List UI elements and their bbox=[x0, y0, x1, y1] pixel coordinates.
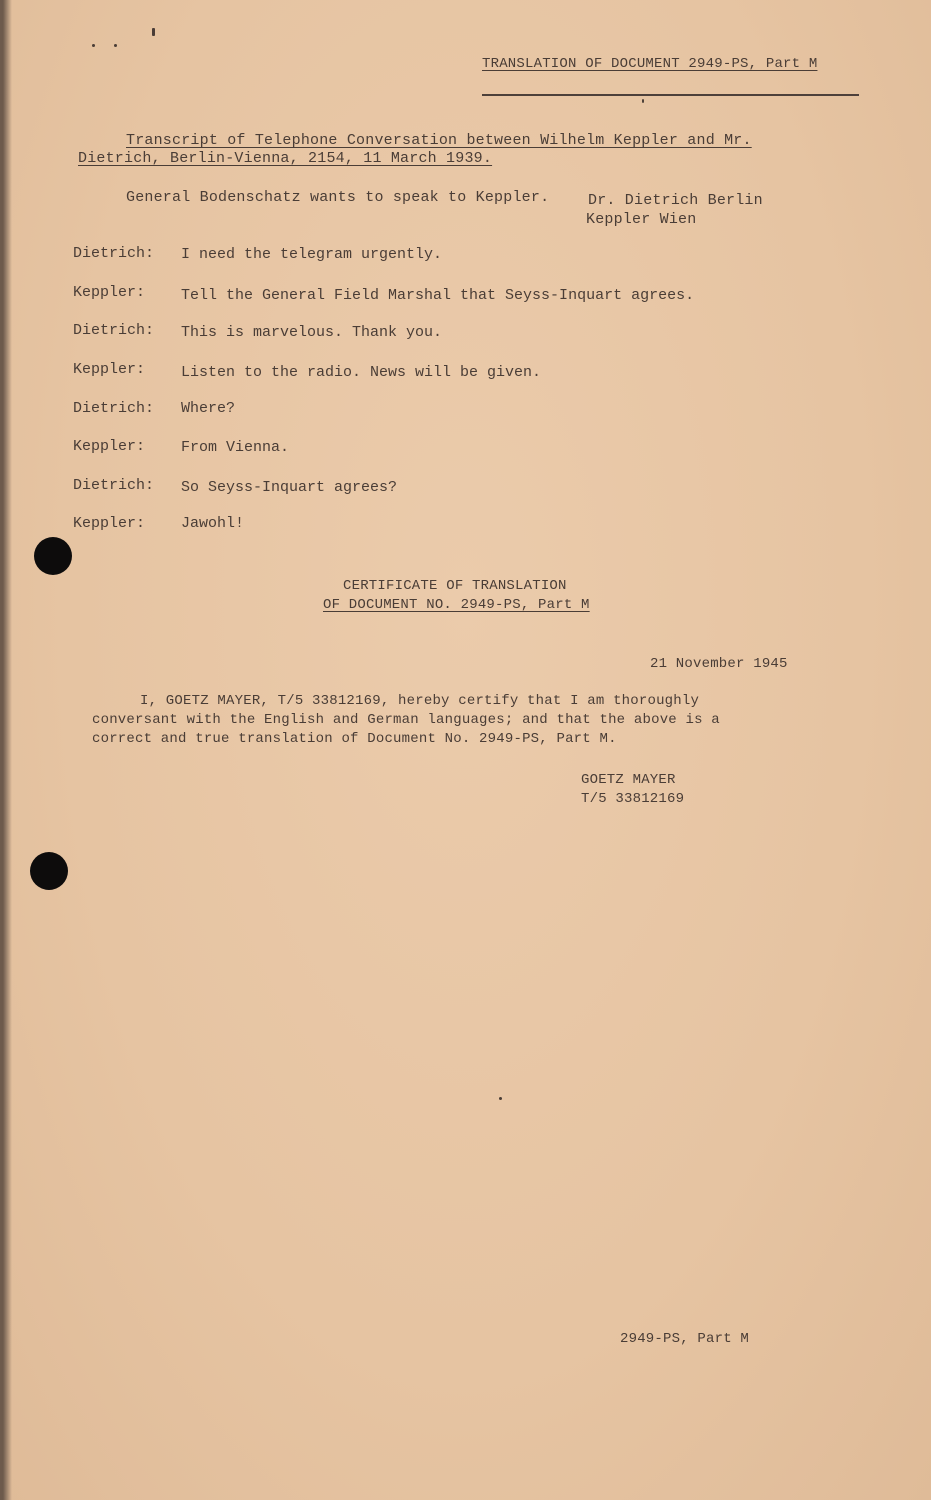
dialogue-speaker: Keppler: bbox=[73, 515, 146, 532]
punch-hole-top bbox=[34, 537, 72, 575]
dialogue-speaker: Dietrich: bbox=[73, 322, 155, 339]
transcript-intro: General Bodenschatz wants to speak to Keppler. bbox=[126, 189, 550, 206]
certificate-body-line1: I, GOETZ MAYER, T/5 33812169, hereby certify that I am thoroughly bbox=[140, 693, 700, 709]
dialogue-line: Tell the General Field Marshal that Seyss-Inquart agrees. bbox=[181, 287, 695, 304]
dialogue-speaker: Dietrich: bbox=[73, 477, 155, 494]
dialogue-line: Listen to the radio. News will be given. bbox=[181, 364, 542, 381]
party-vienna: Keppler Wien bbox=[586, 211, 697, 228]
paper-speck bbox=[499, 1097, 502, 1100]
punch-hole-bottom bbox=[30, 852, 68, 890]
document-header-title: TRANSLATION OF DOCUMENT 2949-PS, Part M bbox=[482, 56, 818, 72]
signer-name: GOETZ MAYER bbox=[581, 772, 676, 788]
footer-reference: 2949-PS, Part M bbox=[620, 1331, 750, 1347]
dialogue-speaker: Dietrich: bbox=[73, 400, 155, 417]
paper-speck bbox=[642, 99, 644, 103]
header-rule bbox=[482, 94, 859, 96]
dialogue-line: From Vienna. bbox=[181, 439, 290, 456]
paper-speck bbox=[152, 28, 155, 36]
certificate-body-line2: conversant with the English and German languages; and that the above is a bbox=[92, 712, 720, 728]
certificate-body-line3: correct and true translation of Document No. 2949-PS, Part M. bbox=[92, 731, 617, 747]
certificate-heading: CERTIFICATE OF TRANSLATION bbox=[343, 578, 567, 594]
transcript-title-line1: Transcript of Telephone Conversation between Wilhelm Keppler and Mr. bbox=[126, 132, 752, 149]
dialogue-line: I need the telegram urgently. bbox=[181, 246, 443, 263]
party-berlin: Dr. Dietrich Berlin bbox=[588, 192, 763, 209]
dialogue-speaker: Keppler: bbox=[73, 438, 146, 455]
dialogue-line: Jawohl! bbox=[181, 515, 245, 532]
paper-speck bbox=[92, 44, 95, 47]
certificate-subheading: OF DOCUMENT NO. 2949-PS, Part M bbox=[323, 597, 590, 613]
signer-id: T/5 33812169 bbox=[581, 791, 685, 807]
dialogue-line: This is marvelous. Thank you. bbox=[181, 324, 443, 341]
page-edge-shadow bbox=[0, 0, 14, 1500]
dialogue-speaker: Keppler: bbox=[73, 284, 146, 301]
certificate-date: 21 November 1945 bbox=[650, 656, 788, 672]
dialogue-speaker: Dietrich: bbox=[73, 245, 155, 262]
dialogue-speaker: Keppler: bbox=[73, 361, 146, 378]
transcript-title-line2: Dietrich, Berlin-Vienna, 2154, 11 March 1939. bbox=[78, 150, 493, 167]
dialogue-line: Where? bbox=[181, 400, 236, 417]
paper-speck bbox=[114, 44, 117, 47]
dialogue-line: So Seyss-Inquart agrees? bbox=[181, 479, 398, 496]
